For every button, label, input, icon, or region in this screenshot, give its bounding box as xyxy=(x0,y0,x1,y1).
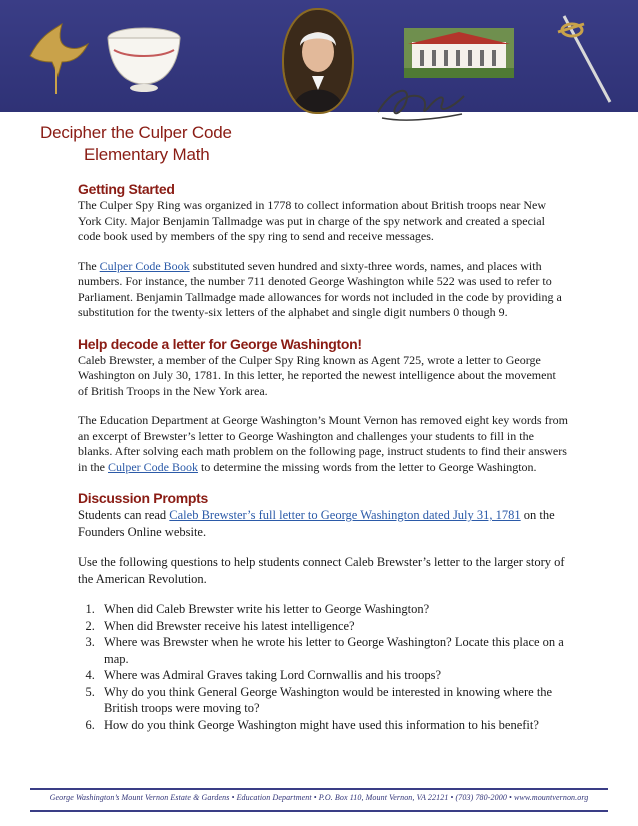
washington-signature-icon xyxy=(372,78,472,126)
brewster-letter-link[interactable]: Caleb Brewster’s full letter to George Washington dated July 31, 1781 xyxy=(169,508,521,522)
culper-code-book-link-2[interactable]: Culper Code Book xyxy=(108,459,198,474)
footer-address: George Washington’s Mount Vernon Estate & Gardens • Education Department • P.O. Box 110, Mount Vernon, VA 22121 • (703) 780-2000 • www.mountvernon.org xyxy=(49,793,589,802)
culper-code-book-link[interactable]: Culper Code Book xyxy=(99,258,190,273)
list-item: 4. Where was Admiral Graves taking Lord Cornwallis and his troops? xyxy=(98,667,568,684)
mount-vernon-house-icon xyxy=(404,28,514,78)
list-item: 2. When did Brewster receive his latest intelligence? xyxy=(98,618,568,635)
heading-getting-started: Getting Started xyxy=(78,181,175,197)
list-item: 5. Why do you think General George Washington would be interested in knowing where the British troops were moving to? xyxy=(98,684,568,717)
eagle-weathervane-icon xyxy=(22,16,92,96)
list-item: 3. Where was Brewster when he wrote his letter to George Washington? Locate this place on a map. xyxy=(98,634,568,667)
header-banner xyxy=(0,0,638,112)
discussion-questions-list xyxy=(78,601,568,733)
discussion-paragraph-1: Students can read Caleb Brewster’s full letter to George Washington dated July 31, 1781 on the Founders Online website. xyxy=(78,508,555,539)
title-line-1: Decipher the Culper Code xyxy=(40,123,232,142)
heading-discussion-prompts: Discussion Prompts xyxy=(78,490,208,506)
washington-portrait xyxy=(282,8,354,114)
heading-help-decode: Help decode a letter for George Washington! xyxy=(78,335,362,352)
getting-started-paragraph-1: The Culper Spy Ring was organized in 1778 to collect information about British troops near New York City. Major Benjamin Tallmadge was put in charge of the spy network and created a special code book used by members of the spy ring to send and receive messages. xyxy=(78,198,547,243)
discussion-paragraph-2: Use the following questions to help students connect Caleb Brewster’s letter to the larger story of the American Revolution. xyxy=(78,555,565,586)
help-decode-paragraph-1: Caleb Brewster, a member of the Culper Spy Ring known as Agent 725, wrote a letter to George Washington on July 30, 1781. In this letter, he reported the newest intelligence about the movement of British Troops in the New York area. xyxy=(78,352,556,398)
title-line-2: Elementary Math xyxy=(84,145,210,164)
list-item: 1. When did Caleb Brewster write his letter to George Washington? xyxy=(98,601,568,618)
getting-started-paragraph-2: The Culper Code Book substituted seven hundred and sixty-three words, names, and places with numbers. For instance, the number 711 denoted George Washington while 522 was used to refer to Parliament. Benjamin Tallmadge made allowances for words not included in the code by providing a substitution for the twenty-six letters of the alphabet and single digit numbers 0 though 9. xyxy=(78,258,562,319)
main-content xyxy=(78,180,568,733)
footer xyxy=(30,788,608,812)
porcelain-bowl-icon xyxy=(104,24,184,94)
help-decode-paragraph-2: The Education Department at George Washington’s Mount Vernon has removed eight key words from an excerpt of Brewster’s letter to George Washington and challenges your students to fill in the blanks. After solving each math problem on the following page, instruct students to find their answers in the Culper Code Book to determine the missing words from the letter to George Washington. xyxy=(78,413,568,474)
sword-icon xyxy=(552,10,622,110)
document-title xyxy=(40,122,232,166)
list-item: 6. How do you think George Washington might have used this information to his benefit? xyxy=(98,717,568,734)
